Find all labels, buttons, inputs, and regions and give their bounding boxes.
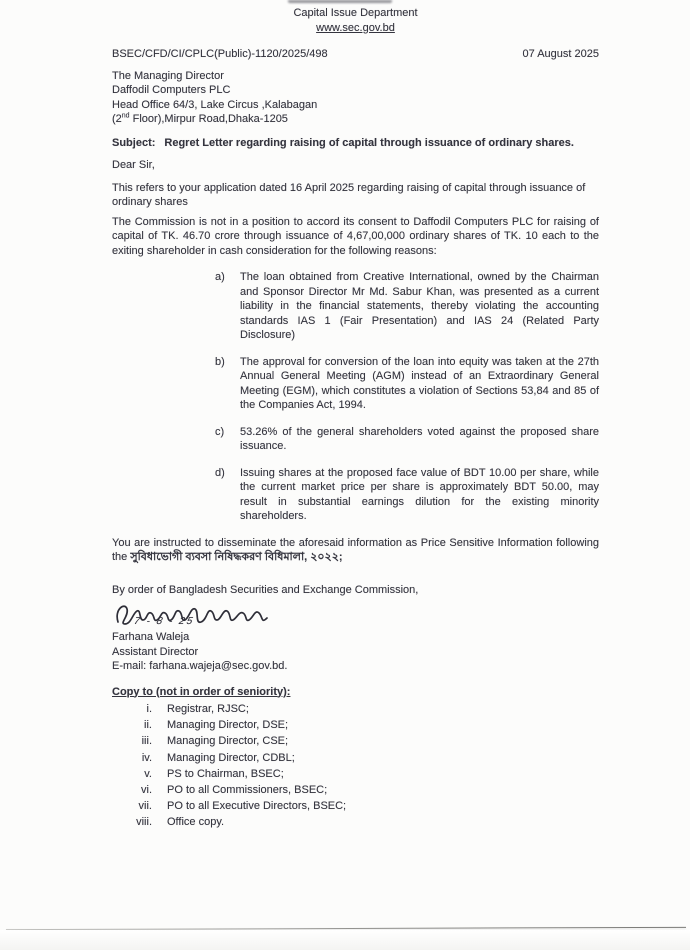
instruction-bengali: সুবিধাভোগী ব্যবসা নিষিদ্ধকরণ বিধিমালা, ২০২২; [130, 551, 343, 563]
paragraph-decision: The Commission is not in a position to accord its consent to Daffodil Computers PLC for raising of capital of TK. 46.70 crore through issuance of 4,67,00,000 ordinary shares of TK. 10 each to the exiting shareholder in cash consideration for the following reasons: [112, 215, 599, 257]
copy-item-marker: vi. [141, 784, 152, 797]
reason-marker: c) [215, 425, 225, 438]
signatory-title: Assistant Director [112, 645, 199, 658]
reason-marker: b) [215, 355, 225, 368]
subject-text: Regret Letter regarding raising of capital through issuance of ordinary shares. [164, 136, 574, 149]
instruction-english: You are instructed to disseminate the aforesaid information as Price Sensitive Information following the [112, 536, 599, 563]
copy-item-marker: i. [146, 703, 152, 715]
website-url: www.sec.gov.bd [316, 21, 395, 34]
subject-label: Subject: [112, 136, 156, 149]
department-title: Capital Issue Department [293, 7, 418, 19]
reason-item [112, 270, 599, 343]
letter-date: 07 August 2025 [522, 48, 599, 60]
reason-item [112, 425, 599, 454]
recipient-line: (2nd Floor),Mirpur Road,Dhaka-1205 [112, 112, 288, 125]
copy-list-item [112, 798, 599, 814]
copy-item-text: Managing Director, DSE; [167, 719, 289, 732]
recipient-line: Head Office 64/3, Lake Circus ,Kalabagan [112, 98, 318, 111]
copy-item-marker: iii. [141, 735, 152, 748]
subject-line [112, 136, 599, 151]
copy-list-item [112, 717, 599, 733]
copy-item-marker: v. [144, 767, 152, 780]
reason-text: Issuing shares at the proposed face value of BDT 10.00 per share, while the current market price per share is approximately BDT 50.00, may result in substantial earnings dilution for the existing minority shareholders. [240, 466, 599, 522]
copy-list-item [112, 701, 599, 717]
handwritten-date: 7 - 8 - 25 [132, 616, 196, 627]
paragraph-instruction [112, 536, 599, 565]
letter-content [112, 6, 599, 831]
paragraph-intro: This refers to your application dated 16 April 2025 regarding raising of capital through issuance of ordinary shares [112, 181, 586, 208]
recipient-line: The Managing Director [112, 69, 224, 82]
reference-row [112, 47, 599, 62]
reason-text: The loan obtained from Creative International, owned by the Chairman and Sponsor Director Mr Md. Sabur Khan, was presented as a current liability in the financial statements, thereby violating the accounting standards IAS 1 (Fair Presentation) and IAS 24 (Related Party Disclosure) [240, 271, 599, 341]
signatory-name: Farhana Waleja [112, 631, 190, 643]
copy-item-marker: ii. [144, 719, 152, 732]
reasons-list [112, 270, 599, 524]
reason-text: The approval for conversion of the loan into equity was taken at the 27th Annual General Meeting (AGM) instead of an Extraordinary General Meeting (EGM), which constitutes a violation of Sections 53,84 and 85 of the Companies Act, 1994. [240, 355, 599, 411]
copy-item-marker: vii. [138, 800, 152, 813]
scan-artifact-top [288, 0, 392, 3]
copy-item-marker: iv. [141, 751, 152, 764]
copy-to-heading: Copy to (not in order of seniority): [112, 685, 291, 698]
copy-item-text: Managing Director, CDBL; [167, 751, 295, 764]
reason-item [112, 466, 599, 524]
ordinal-superscript: nd [121, 112, 130, 120]
signatory-email: E-mail: farhana.wajeja@sec.gov.bd. [112, 660, 288, 672]
copy-item-marker: viii. [136, 816, 152, 829]
copy-list-item [112, 766, 599, 782]
copy-item-text: Office copy. [167, 816, 225, 829]
copy-list-item [112, 814, 599, 830]
recipient-line: Daffodil Computers PLC [112, 84, 231, 96]
recipient-address [112, 69, 599, 127]
copy-item-text: Registrar, RJSC; [167, 703, 249, 715]
copy-item-text: Managing Director, CSE; [167, 735, 289, 748]
copy-item-text: PS to Chairman, BSEC; [167, 767, 284, 780]
reason-item [112, 355, 599, 413]
copy-item-text: PO to all Executive Directors, BSEC; [167, 800, 347, 813]
copy-to-list [112, 701, 599, 831]
copy-list-item [112, 782, 599, 798]
copy-list-item [112, 733, 599, 749]
reason-marker: a) [215, 271, 225, 283]
signature-block [112, 601, 599, 630]
reference-number: BSEC/CFD/CI/CPLC(Public)-1120/2025/498 [112, 48, 328, 60]
salutation: Dear Sir, [112, 159, 155, 171]
copy-item-text: PO to all Commissioners, BSEC; [167, 784, 328, 797]
reason-marker: d) [215, 466, 225, 479]
scan-background-below-page [0, 930, 690, 950]
reason-text: 53.26% of the general shareholders voted against the proposed share issuance. [240, 425, 599, 452]
closing-line: By order of Bangladesh Securities and Exchange Commission, [112, 583, 419, 596]
copy-list-item [112, 750, 599, 766]
